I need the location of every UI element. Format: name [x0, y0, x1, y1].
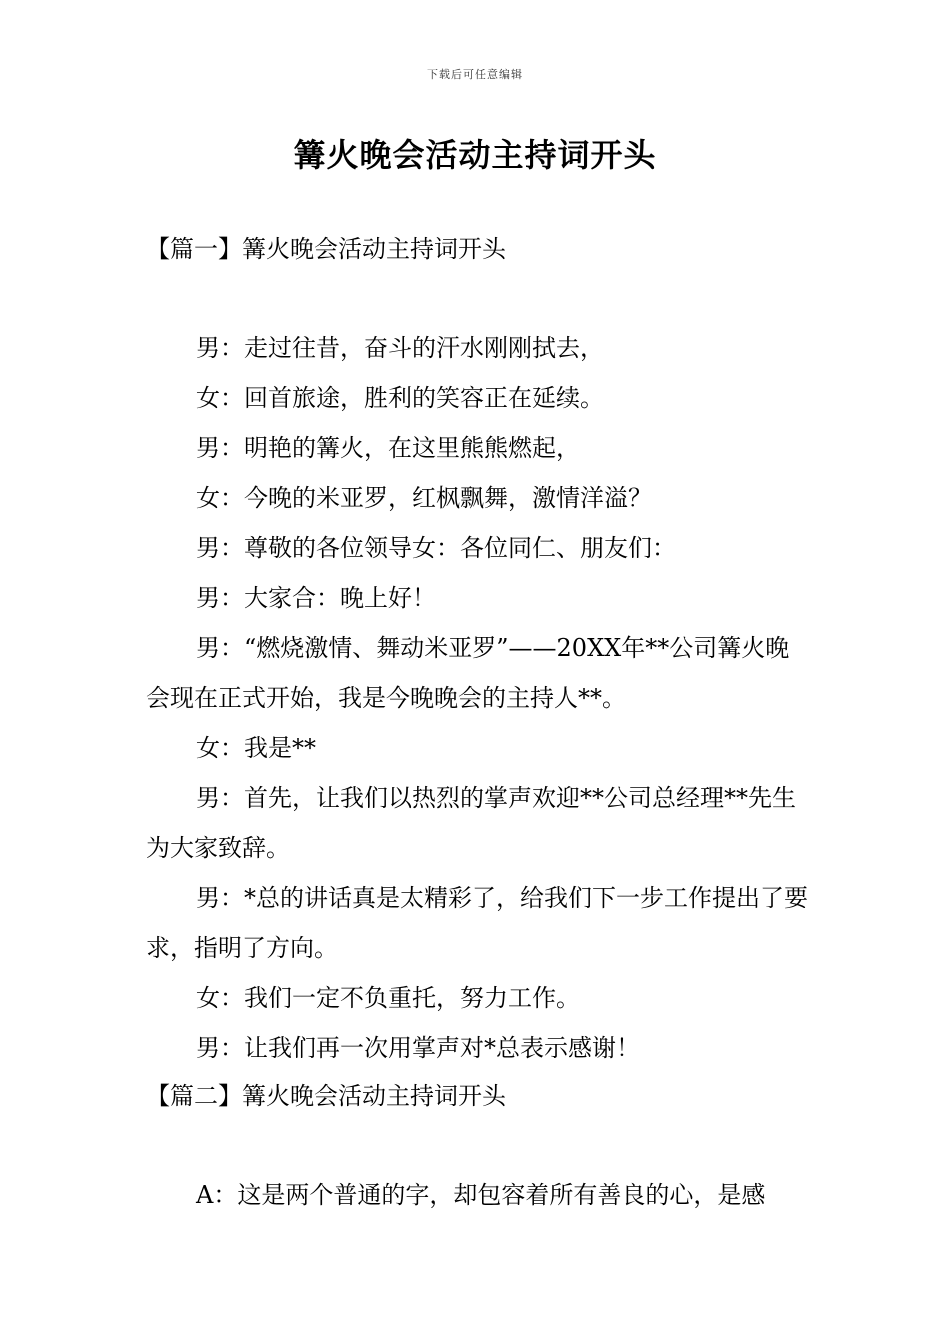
paragraph: 男：大家合：晚上好！	[196, 584, 436, 612]
paragraph: 男：让我们再一次用掌声对*总表示感谢！	[196, 1034, 640, 1062]
paragraph: 女：我们一定不负重托，努力工作。	[196, 984, 580, 1012]
paragraph: 男：尊敬的各位领导女：各位同仁、朋友们：	[196, 534, 676, 562]
header-note: 下载后可任意编辑	[427, 68, 523, 81]
paragraph: A：这是两个普通的字，却包容着所有善良的心，是感	[196, 1181, 766, 1209]
section-heading-1: 【篇一】篝火晚会活动主持词开头	[146, 235, 506, 263]
paragraph: 男：*总的讲话真是太精彩了，给我们下一步工作提出了要求，指明了方向。	[146, 884, 808, 962]
document-title: 篝火晚会活动主持词开头	[293, 136, 657, 174]
section-heading-2: 【篇二】篝火晚会活动主持词开头	[146, 1082, 506, 1110]
paragraph: 男：“燃烧激情、舞动米亚罗”——20XX年**公司篝火晚会现在正式开始，我是今晚晚会的主持人**。	[146, 634, 790, 712]
paragraph: 男：明艳的篝火，在这里熊熊燃起，	[196, 434, 580, 462]
paragraph: 女：回首旅途，胜利的笑容正在延续。	[196, 384, 604, 412]
paragraph: 男：走过往昔，奋斗的汗水刚刚拭去，	[196, 334, 604, 362]
paragraph: 女：今晚的米亚罗，红枫飘舞，激情洋溢？	[196, 484, 652, 512]
paragraph: 男：首先，让我们以热烈的掌声欢迎**公司总经理**先生为大家致辞。	[146, 784, 796, 862]
paragraph: 女：我是**	[196, 734, 316, 762]
